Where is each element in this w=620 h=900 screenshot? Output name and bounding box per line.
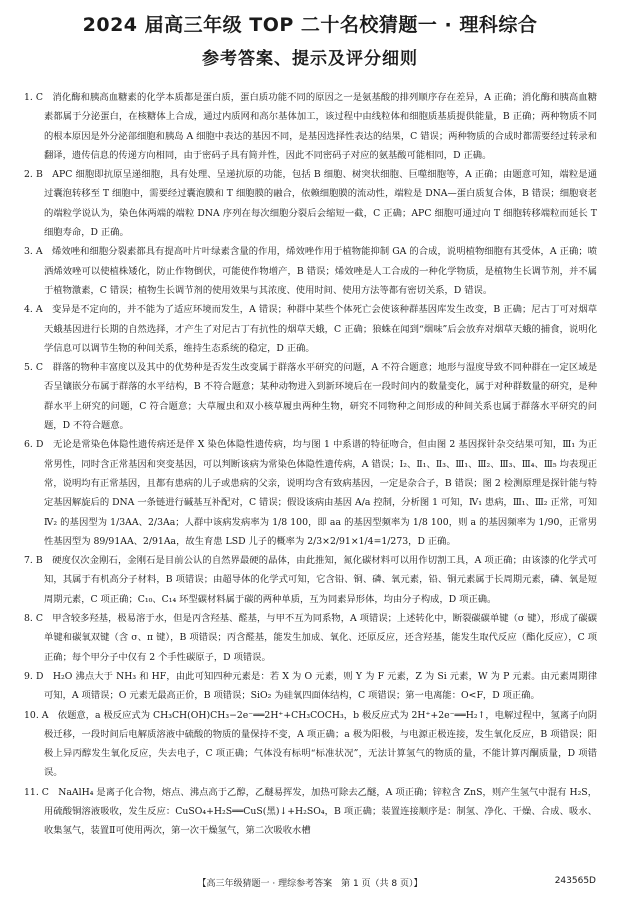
page-subtitle: 参考答案、提示及评分细则: [202, 49, 418, 69]
page-footer: [0, 876, 620, 890]
footer-doc-code: 243565D: [554, 876, 596, 886]
answer-item-2: 2. B APC 细胞即抗原呈递细胞，具有处理、呈递抗原的功能，包括 B 细胞、树突状细胞、巨噬细胞等，A 正确；由题意可知，端粒是通过囊泡转移至 T 细胞中，需要经过囊泡膜和 T 细胞膜的融合，依赖细胞膜的流动性，端粒是 DNA—蛋白质复合体，B 错误；细胞衰老的端粒学说认为，染色体两端的端粒 DNA 序列在每次细胞分裂后会缩短一截，C 正确；APC 细胞可通过向 T 细胞转移端粒而延长 T 细胞寿命，D 正确。: [24, 169, 597, 239]
answer-item-8: 8. C 甲含较多羟基，极易溶于水，但是丙含羟基、醛基，与甲不互为同系物，A 项错误；上述转化中，断裂碳碳单键（σ 键），形成了碳碳单键和碳氧双键（含 σ、π 键），B 项错误；丙含醛基，能发生加成、氧化、还原反应，还含羟基，能发生取代反应（酯化反应），C 项正确；每个甲分子中仅有 2 个手性碳原子，D 项错误。: [24, 613, 597, 663]
answer-item-7: 7. B 硬度仅次金刚石，金刚石是目前公认的自然界最硬的晶体，由此推知，氮化碳材料可以用作切割工具，A 项正确；由该漆的化学式可知，其属于有机高分子材料，B 项错误；由超导体的化学式可知，它含铅、铜、磷、氧元素，铅、铜元素属于长周期元素，磷、氧是短周期元素，C 项正确；C₁₀、C₁₄ 环型碳材料属于碳的两种单质，互为同素异形体，均由分子构成，D 项正确。: [24, 555, 597, 605]
answer-item-9: 9. D H₂O 沸点大于 NH₃ 和 HF，由此可知四种元素是：若 X 为 O 元素，则 Y 为 F 元素，Z 为 Si 元素，W 为 P 元素。由元素周期律可知，A 项错误；O 元素无最高正价，B 项错误；SiO₂ 为硅氧四面体结构，C 项错误；第一电离能：O<F，D 项正确。: [24, 670, 597, 702]
answer-item-11: 11. C NaAlH₄ 是离子化合物，熔点、沸点高于乙醇，乙醚易挥发，加热可除去乙醚，A 项正确；锌粒含 ZnS，则产生氢气中混有 H₂S，用硫酸铜溶液吸收，发生反应：CuSO₄+H₂S══CuS(黑)↓+H₂SO₄，B 项正确；装置连接顺序是：制氢、净化、干燥、合成、吸水、收集氢气，装置Ⅱ可使用两次，第一次干燥氢气，第二次吸收水槽: [24, 786, 597, 837]
answer-item-3: 3. A 烯效唑和细胞分裂素都具有提高叶片叶绿素含量的作用，烯效唑作用于植物能抑制 GA 的合成，说明植物细胞有其受体，A 正确；喷洒烯效唑可以使植株矮化，防止作物倒伏，可能使作物增产，B 错误；烯效唑是人工合成的一种化学物质，是植物生长调节剂，并不属于植物激素，C 错误；植物生长调节剂的使用效果与其浓度、使用时间、使用方法等都有密切关系，D 错误。: [24, 246, 597, 296]
answer-item-4: 4. A 变异是不定向的，并不能为了适应环境而发生，A 错误；种群中某些个体死亡会使该种群基因库发生改变，B 正确；尼古丁可对烟草天蛾基因进行长期的自然选择，才产生了对尼古丁有抗性的烟草天蛾，C 正确；狼蛛在闻到“烟味”后会放弃对烟草天蛾的捕食，说明化学信息可以调节生物的种间关系，维持生态系统的稳定，D 正确。: [24, 304, 597, 354]
answer-item-10: 10. A 依题意，a 极反应式为 CH₃CH(OH)CH₃−2e⁻══2H⁺+CH₃COCH₃，b 极反应式为 2H⁺+2e⁻══H₂↑，电解过程中，氢离子向阴极迁移，一段时间后电解质溶液中硫酸的物质的量保持不变，A 项正确；a 极为阳极，与电源正极连接，发生氧化反应，B 项错误；阳极上异丙醇发生氧化反应，失去电子，C 项正确；气体没有标明“标准状况”，无法计算氢气的物质的量，不能计算丙酮质量，D 项错误。: [24, 709, 597, 779]
answers-body: [24, 88, 597, 841]
answer-item-5: 5. C 群落的物种丰富度以及其中的优势种是否发生改变属于群落水平研究的问题，A 不符合题意；地形与湿度导致不同种群在一定区域是否呈镶嵌分布属于群落的水平结构，B 不符合题意；某种动物进入到新环境后在一段时间内的数量变化，属于对种群数量的研究，是种群水平上研究的问题，C 符合题意；大草履虫和双小核草履虫两种生物，研究不同物种之间形成的种间关系也属于群落水平研究的问题，D 不符合题意。: [24, 362, 597, 432]
answer-item-1: 1. C 消化酶和胰高血糖素的化学本质都是蛋白质，蛋白质功能不同的原因之一是氨基酸的排列顺序存在差异，A 正确；消化酶和胰高血糖素都属于分泌蛋白，在核糖体上合成，通过内质网和高尔基体加工，该过程中由线粒体和细胞质基质提供能量，B 正确；两种物质不同的根本原因是外分泌部细胞和胰岛 A 细胞中表达的基因不同，是基因选择性表达的结果，C 错误；两种物质的合成时都需要经过转录和翻译，遗传信息的传递方向相同，由于密码子具有简并性，因此不同密码子对应的氨基酸可能相同，D 正确。: [24, 92, 597, 161]
page-title: 2024 届高三年级 TOP 二十名校猜题一 · 理科综合: [82, 14, 538, 36]
answer-item-6: 6. D 无论是常染色体隐性遗传病还是伴 X 染色体隐性遗传病，均与图 1 中系谱的特征吻合，但由图 2 基因探针杂交结果可知，Ⅲ₁ 为正常男性，同时含正常基因和突变基因，可以判断该病为常染色体隐性遗传病，A 错误；Ⅰ₂、Ⅱ₁、Ⅱ₃、Ⅲ₁、Ⅲ₂、Ⅲ₃、Ⅲ₄、Ⅲ₅ 均表现正常，说明均有正常基因，且都有患病的儿子或患病的父亲，说明均含有致病基因，一定是杂合子，B 错误；图 2 检测原理是探针能与特定基因解旋后的 DNA 一条链进行碱基互补配对，C 错误；假设该病由基因 A/a 控制，分析图 1 可知，Ⅳ₁ 患病，Ⅲ₁、Ⅲ₂ 正常，可知Ⅳ₂ 的基因型为 1/3AA、2/3Aa；人群中该病发病率为 1/8 100，即 aa 的基因型频率为 1/8 100，则 a 的基因频率为 1/90，正常男性基因型为 89/91AA、2/91Aa，故生育患 LSD 儿子的概率为 2/3×2/91×1/4=1/273，D 正确。: [24, 439, 597, 547]
footer-page-info: 【高三年级猜题一 · 理综参考答案 第 1 页（共 8 页）】: [197, 879, 423, 889]
